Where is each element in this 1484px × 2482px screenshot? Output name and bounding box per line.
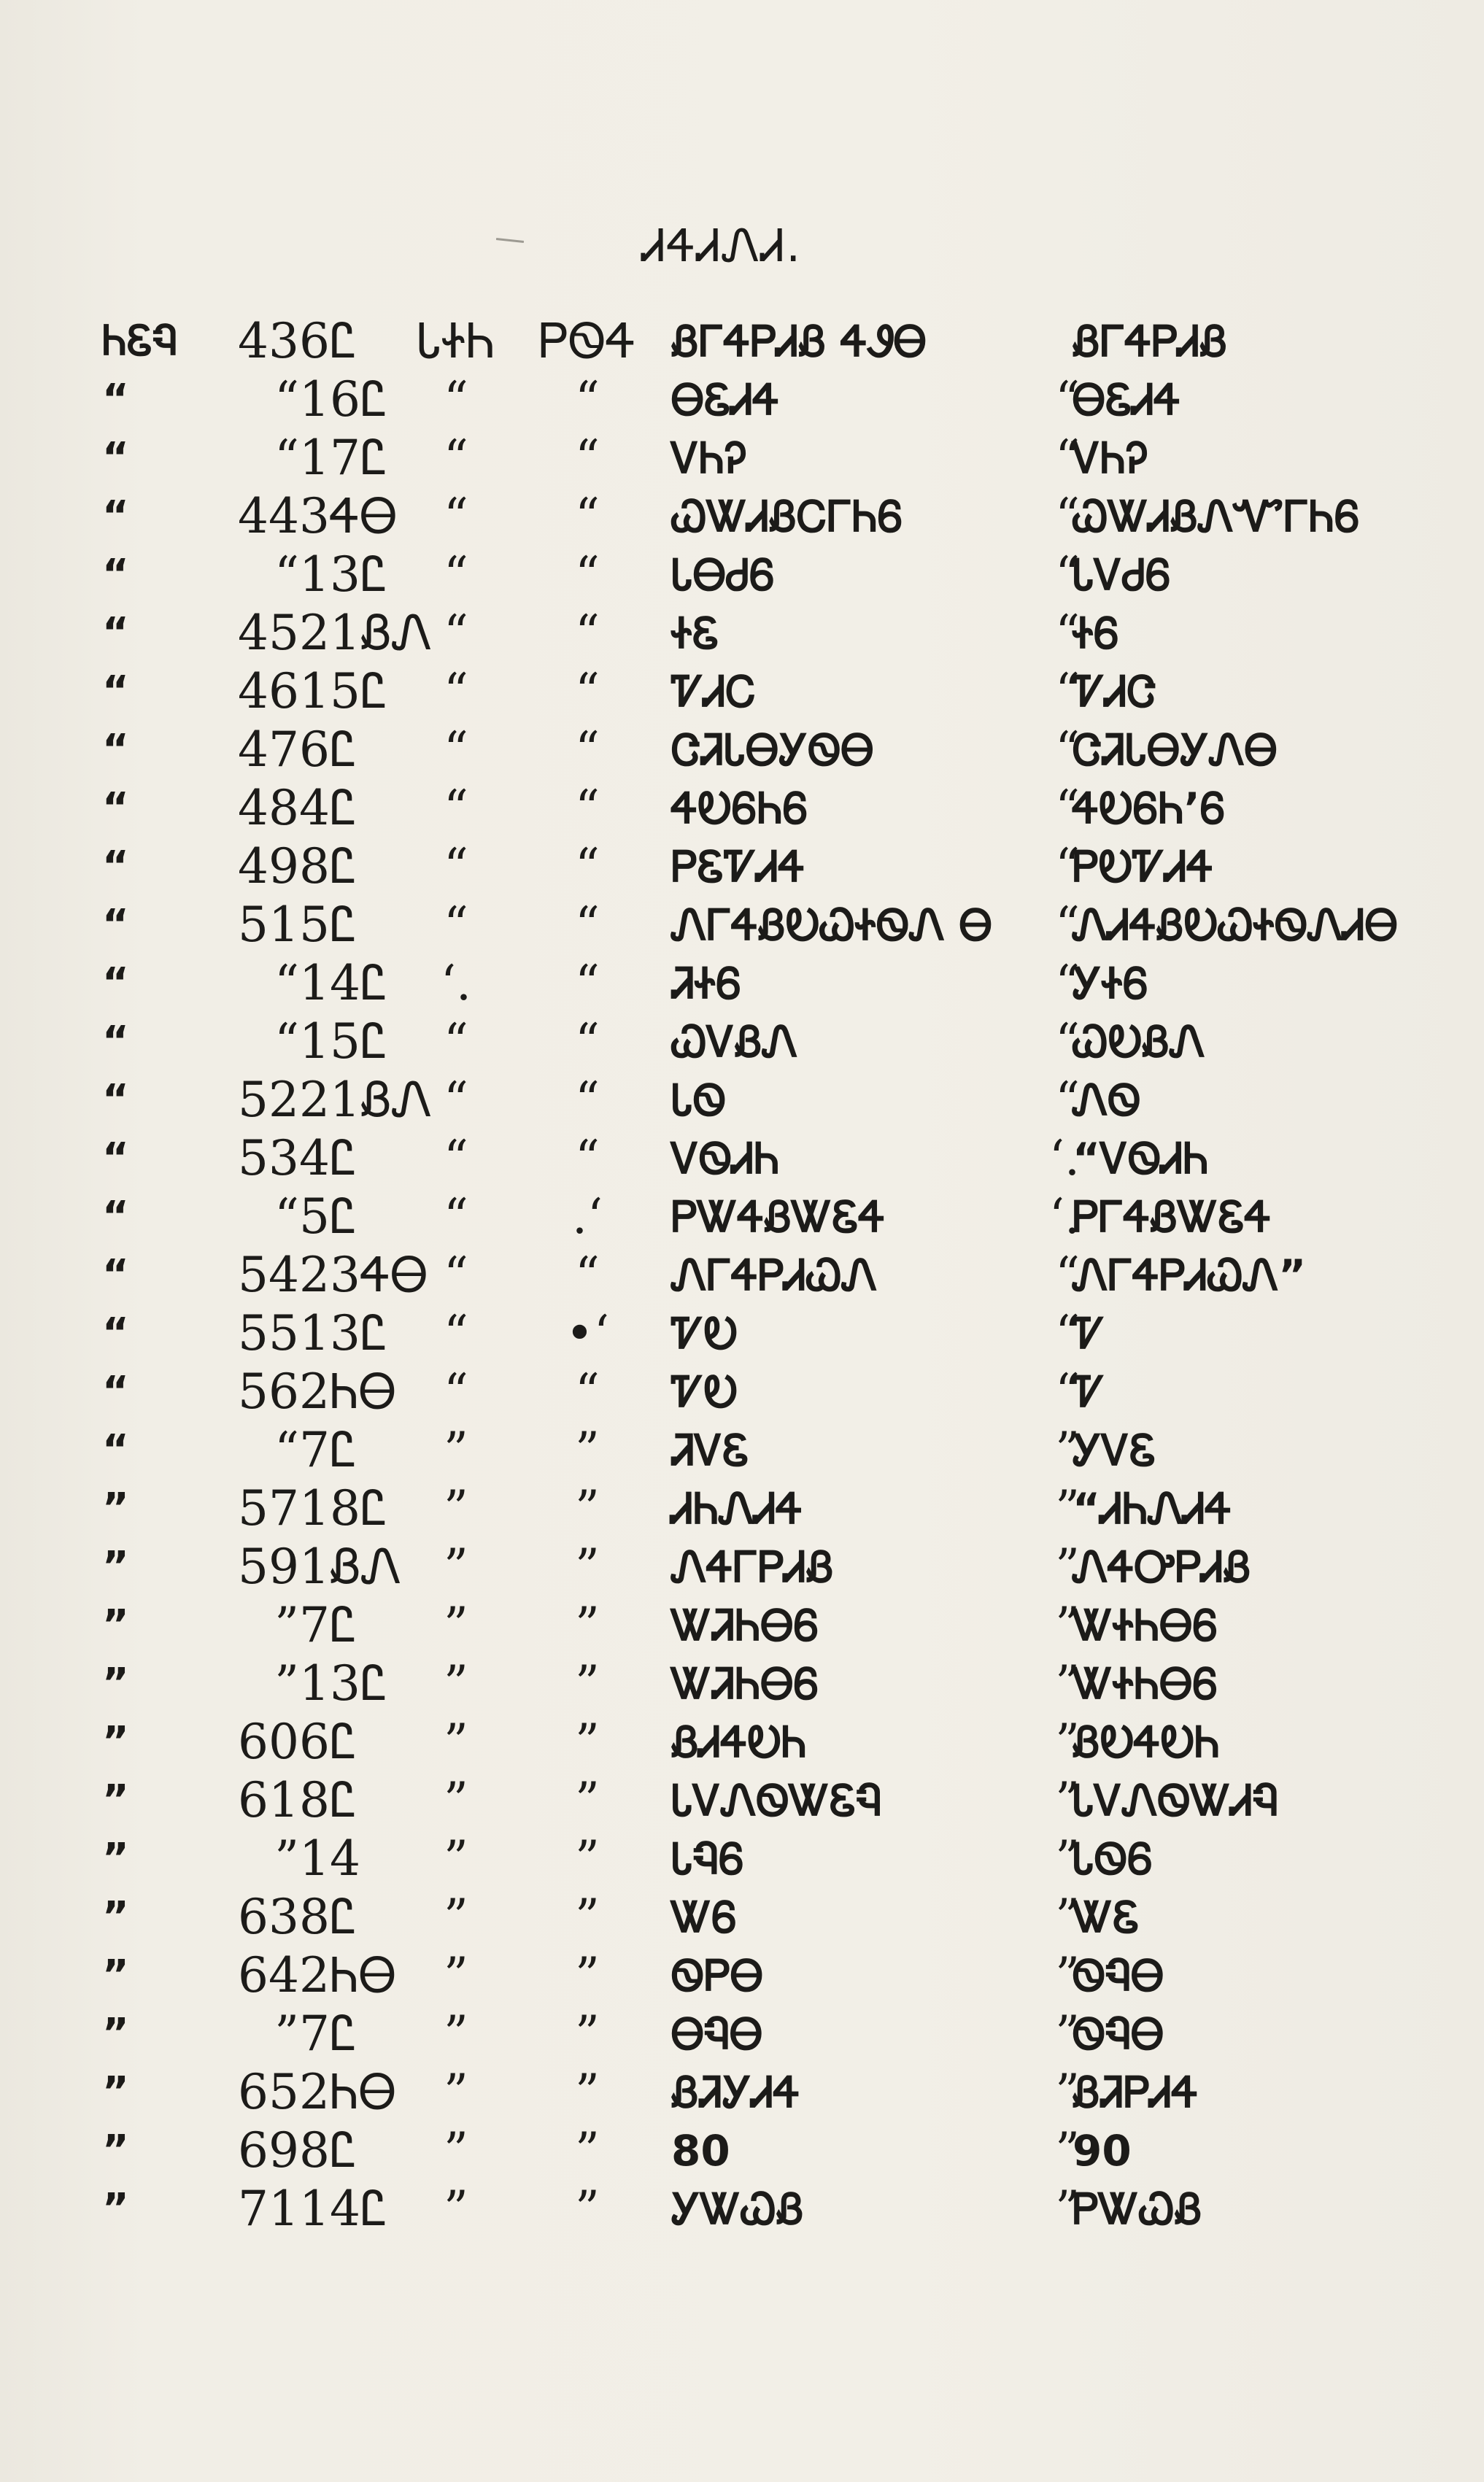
errata-reference: “ xyxy=(102,1368,129,1415)
errata-ditto-mark: “ xyxy=(444,371,468,428)
errata-row xyxy=(95,1830,1394,1888)
errata-ditto-mark: ” xyxy=(1055,1772,1080,1828)
errata-row xyxy=(95,1188,1394,1246)
errata-reference: ” xyxy=(102,1777,129,1824)
errata-ditto-mark: “ xyxy=(444,1364,468,1420)
errata-page-number: 49 xyxy=(238,838,299,894)
errata-correction-text: ᏔᏋ xyxy=(1073,1893,1140,1942)
errata-correction-text: ᏁᏫ xyxy=(1073,1075,1141,1125)
errata-page-number: 65 xyxy=(238,2064,299,2120)
errata-row xyxy=(95,1013,1394,1071)
errata-reference: ” xyxy=(102,1543,129,1590)
errata-ditto-mark: “ xyxy=(575,1247,600,1303)
errata-wrong-text: ᏇᏔᏗᏰᏟᎱᏂᏮ xyxy=(671,492,903,541)
errata-row xyxy=(95,546,1394,604)
errata-row xyxy=(95,1888,1394,1946)
errata-reference: ” xyxy=(102,1893,129,1941)
errata-wrong-text: ᏁᎱᏎᏢᏗᏇᏁ xyxy=(671,1250,878,1300)
errata-wrong-text: ᏁᎱᏎᏰᎧᏇᏐᏫᏁ Ꮎ xyxy=(671,900,993,950)
errata-wrong-text: ᎾᏋᏗᏎ xyxy=(671,375,780,425)
errata-wrong-text: ᏙᏂᎮ xyxy=(671,433,746,483)
errata-row xyxy=(95,1129,1394,1188)
errata-ditto-mark: “ xyxy=(575,722,600,778)
page-heading: ᏗᏎᏗᏁᏗ. xyxy=(642,219,803,272)
errata-line-number: 13Ꮭ xyxy=(299,1305,388,1361)
errata-reference: ᏂᏋᏄ xyxy=(102,317,178,365)
errata-correction-text: ᏓᏙᏧᏮ xyxy=(1073,550,1172,600)
errata-correction-text: ᏰᏘᏢᏗᏎ xyxy=(1073,2068,1199,2117)
errata-ditto-mark: “ xyxy=(1055,663,1080,719)
errata-correction-text: Ꮴ xyxy=(1073,1309,1105,1358)
errata-line-number: 3ᏎᎾ xyxy=(299,488,398,544)
errata-row xyxy=(95,371,1394,429)
errata-ditto-mark: ‘. xyxy=(1049,1130,1080,1186)
errata-wrong-text: ᏢᏔᏎᏰᏔᏋᏎ xyxy=(671,1192,886,1242)
errata-correction-text: ᏎᎧᏮᏂ’Ꮾ xyxy=(1073,784,1226,833)
errata-ditto-mark: “ xyxy=(444,605,468,661)
errata-correction-text: ᏔᏐᏂᎾᏮ xyxy=(1073,1601,1218,1650)
errata-ditto-mark: ‘. xyxy=(441,955,471,1011)
errata-page-number: 64 xyxy=(238,1947,299,2003)
errata-line-number: 13Ꮭ xyxy=(299,1655,388,1712)
errata-line-number: 16Ꮭ xyxy=(299,371,388,428)
errata-reference: “ xyxy=(102,376,129,423)
errata-reference: ” xyxy=(102,1952,129,1999)
errata-ditto-mark: ” xyxy=(1055,1830,1080,1887)
errata-wrong-text: ᏔᏮ xyxy=(671,1893,738,1942)
errata-ditto-mark: “ xyxy=(444,488,468,544)
errata-ditto-mark: “ xyxy=(1055,897,1080,953)
errata-row xyxy=(95,2180,1394,2238)
errata-correction-text: ᏔᏐᏂᎾᏮ xyxy=(1073,1659,1218,1709)
errata-line-number: 15Ꮭ xyxy=(299,663,388,719)
errata-ditto-mark: ” xyxy=(575,1772,600,1828)
errata-line-number: 5Ꮭ xyxy=(299,1188,358,1245)
errata-line-number: 6Ꮭ xyxy=(299,722,358,778)
errata-line-number: 14 xyxy=(299,1830,360,1887)
errata-page-number: ” xyxy=(274,2006,299,2062)
errata-ditto-mark: “ xyxy=(1055,1013,1080,1070)
errata-wrong-text: ᏙᏫᏗᏂ xyxy=(671,1134,780,1183)
errata-ditto-mark: ” xyxy=(444,1480,468,1536)
errata-wrong-text: ᏢᏋᏤᏗᏎ xyxy=(671,842,805,892)
errata-ditto-mark: ” xyxy=(444,2064,468,2120)
errata-ditto-mark: “ xyxy=(575,546,600,603)
errata-ditto-mark: “ xyxy=(1055,955,1080,1011)
errata-page-number: 56 xyxy=(238,1364,299,1420)
errata-row xyxy=(95,1071,1394,1129)
errata-ditto-mark: ” xyxy=(1055,2006,1080,2062)
errata-page-number: 60 xyxy=(238,1714,299,1770)
errata-ditto-mark: “ xyxy=(575,430,600,486)
errata-page-number: 71 xyxy=(238,2181,299,2237)
errata-ditto-mark: ‘. xyxy=(1049,1188,1080,1245)
errata-row xyxy=(95,1771,1394,1830)
errata-correction-text: Ꮴ xyxy=(1073,1367,1105,1417)
errata-ditto-mark: “ xyxy=(1055,546,1080,603)
errata-ditto-mark: ” xyxy=(444,1714,468,1770)
errata-reference: ” xyxy=(102,1718,129,1766)
errata-ditto-mark: “ xyxy=(575,897,600,953)
errata-ditto-mark: “ xyxy=(575,1364,600,1420)
errata-row xyxy=(95,1363,1394,1421)
errata-ditto-mark: ” xyxy=(575,1480,600,1536)
errata-line-number: 6Ꮭ xyxy=(299,313,358,369)
errata-correction-text: ᏐᏮ xyxy=(1073,608,1120,658)
errata-correction-text: ᏰᎧᏎᎧᏂ xyxy=(1073,1717,1221,1767)
errata-page-number: 46 xyxy=(238,663,299,719)
errata-line-number: 4Ꮭ xyxy=(299,780,358,836)
errata-reference: “ xyxy=(102,726,129,773)
errata-ditto-mark: ” xyxy=(444,2122,468,2178)
errata-page-number: 55 xyxy=(238,1305,299,1361)
errata-line-number: 14Ꮭ xyxy=(299,2181,388,2237)
errata-row xyxy=(95,1421,1394,1480)
errata-row xyxy=(95,429,1394,487)
errata-ditto-mark: ” xyxy=(444,1772,468,1828)
errata-ditto-mark: “ xyxy=(1055,605,1080,661)
errata-ditto-mark: ” xyxy=(575,1539,600,1595)
errata-correction-text: ᏙᏂᎮ xyxy=(1073,433,1148,483)
errata-wrong-text: ᏫᏢᎾ xyxy=(671,1951,764,2000)
errata-page-number: 48 xyxy=(238,780,299,836)
errata-line-number: 2ᏂᎾ xyxy=(299,1947,397,2003)
errata-reference: ” xyxy=(102,1601,129,1649)
errata-line-number: 8Ꮭ xyxy=(299,2122,358,2178)
errata-correction-text: ᏤᏗᏣ xyxy=(1073,667,1156,716)
errata-line-number: 17Ꮭ xyxy=(299,430,388,486)
errata-wrong-text: ᏘᏐᏮ xyxy=(671,959,742,1008)
errata-ditto-mark: “ xyxy=(444,1130,468,1186)
errata-row xyxy=(95,487,1394,546)
errata-reference: “ xyxy=(102,1426,129,1474)
errata-wrong-text: ᏓᎾᏧᏮ xyxy=(671,550,776,600)
errata-ditto-mark: ” xyxy=(1055,1539,1080,1595)
errata-page-number: “ xyxy=(274,1013,299,1070)
errata-ditto-mark: ” xyxy=(575,1947,600,2003)
errata-correction-text: ᏁᏎᎤᏢᏗᏰ xyxy=(1073,1542,1251,1592)
errata-page-number: 51 xyxy=(238,897,299,953)
errata-ditto-mark: ” xyxy=(575,1830,600,1887)
errata-line-number: 7Ꮭ xyxy=(299,2006,358,2062)
errata-correction-text: ᏰᎱᏎᏢᏗᏰ xyxy=(1073,317,1228,366)
errata-line-number: 23ᏎᎾ xyxy=(299,1247,428,1303)
errata-ditto-mark: .‘ xyxy=(572,1188,603,1245)
errata-reference: ” xyxy=(102,2068,129,2116)
errata-ditto-mark: ” xyxy=(575,1655,600,1712)
errata-page-number: 69 xyxy=(238,2122,299,2178)
errata-row xyxy=(95,312,1394,371)
errata-ditto-mark: “ xyxy=(1055,722,1080,778)
errata-row xyxy=(95,779,1394,838)
errata-wrong-text: ᏓᏫ xyxy=(671,1075,727,1125)
errata-correction-text: ᎩᏙᏋ xyxy=(1073,1426,1156,1475)
errata-row xyxy=(95,721,1394,779)
errata-reference: “ xyxy=(102,1134,129,1182)
errata-reference: ” xyxy=(102,2185,129,2232)
errata-wrong-text: 80 xyxy=(671,2126,730,2176)
errata-page-number: “ xyxy=(274,955,299,1011)
errata-ditto-mark: ” xyxy=(1055,1947,1080,2003)
errata-wrong-text: ᎾᏄᎾ xyxy=(671,2009,763,2059)
errata-line-number: 14Ꮭ xyxy=(299,955,388,1011)
errata-ditto-mark: “ xyxy=(575,663,600,719)
errata-line-number: 8Ꮭ xyxy=(299,1772,358,1828)
errata-correction-text: ᏫᏄᎾ xyxy=(1073,2009,1164,2059)
errata-correction-text: ᏁᏗᏎᏰᎧᏇᏐᏫᏁᏗᎾ xyxy=(1073,900,1399,950)
errata-ditto-mark: ” xyxy=(1055,1422,1080,1478)
errata-correction-text: ᏇᏔᏗᏰᏁᏉᎱᏂᏮ xyxy=(1073,492,1360,541)
errata-correction-text: ᏢᎱᏎᏰᏔᏋᏎ xyxy=(1073,1192,1272,1242)
errata-ditto-mark: “ xyxy=(444,430,468,486)
errata-correction-text: ᏁᎱᏎᏢᏗᏇᏁ” xyxy=(1073,1250,1307,1300)
errata-ditto-mark: ” xyxy=(444,1655,468,1712)
errata-line-number: 8Ꮭ xyxy=(299,838,358,894)
errata-row xyxy=(95,2122,1394,2180)
errata-correction-text: ᏢᎧᏤᏗᏎ xyxy=(1073,842,1214,892)
errata-page-number: 43 xyxy=(238,313,299,369)
errata-ditto-mark: “ xyxy=(444,838,468,894)
errata-line-number: 5Ꮭ xyxy=(299,897,358,953)
errata-ditto-mark: ” xyxy=(444,1830,468,1887)
errata-ditto-mark: ” xyxy=(575,1422,600,1478)
errata-page-number: 54 xyxy=(238,1247,299,1303)
errata-page-number: “ xyxy=(274,1422,299,1478)
errata-ditto-mark: “ xyxy=(1055,838,1080,894)
errata-reference: “ xyxy=(102,551,129,598)
errata-page-number: “ xyxy=(274,371,299,428)
errata-reference: “ xyxy=(102,959,129,1007)
errata-line-number: 18Ꮭ xyxy=(299,1480,388,1536)
errata-ditto-mark: ” xyxy=(444,2181,468,2237)
errata-wrong-text: ᏣᏘᏓᎾᎩᏫᎾ xyxy=(671,725,874,775)
errata-reference: “ xyxy=(102,1076,129,1124)
errata-row xyxy=(95,1246,1394,1304)
errata-ditto-mark: “ xyxy=(444,722,468,778)
errata-page-number: 52 xyxy=(238,1072,299,1128)
errata-row xyxy=(95,1304,1394,1363)
errata-row xyxy=(95,1596,1394,1655)
errata-reference: “ xyxy=(102,843,129,890)
errata-ditto-mark: ” xyxy=(1055,1597,1080,1653)
errata-ditto-mark: ” xyxy=(1055,2122,1080,2178)
errata-ditto-mark: “ xyxy=(1055,1364,1080,1420)
errata-correction-text: “ᏙᏫᏗᏂ xyxy=(1073,1134,1209,1183)
errata-correction-text: 90 xyxy=(1073,2126,1132,2176)
errata-ditto-mark: ” xyxy=(444,1597,468,1653)
errata-wrong-text: ᏇᏙᏰᏁ xyxy=(671,1017,798,1067)
errata-ditto-mark: ᏢᏫᏎ xyxy=(538,313,636,369)
errata-page-number: 45 xyxy=(238,605,299,661)
errata-ditto-mark: ” xyxy=(444,1947,468,2003)
errata-wrong-text: ᏰᏘᎩᏗᏎ xyxy=(671,2068,800,2117)
errata-wrong-text: ᏤᎧ xyxy=(671,1309,738,1358)
errata-ditto-mark: “ xyxy=(575,955,600,1011)
errata-list xyxy=(95,312,1399,2238)
errata-row xyxy=(95,896,1399,954)
errata-correction-text: ᏓᏙᏁᏫᏔᏗᏄ xyxy=(1073,1776,1279,1825)
errata-wrong-text: ᏗᏂᏁᏗᏎ xyxy=(671,1484,803,1534)
errata-page-number: “ xyxy=(274,1188,299,1245)
errata-correction-text: ᏫᏄᎾ xyxy=(1073,1951,1164,2000)
errata-line-number: 21ᏰᏁ xyxy=(299,1072,433,1128)
errata-ditto-mark: “ xyxy=(1055,1072,1080,1128)
errata-line-number: 2ᏂᎾ xyxy=(299,1364,397,1420)
errata-wrong-text: ᏔᏘᏂᎾᏮ xyxy=(671,1601,819,1650)
errata-line-number: 4Ꮭ xyxy=(299,1130,358,1186)
page-mark xyxy=(496,238,524,243)
errata-reference: “ xyxy=(102,1193,129,1240)
errata-reference: “ xyxy=(102,668,129,715)
errata-page-number: ” xyxy=(274,1655,299,1712)
errata-wrong-text: ᏎᎧᏮᏂᏮ xyxy=(671,784,808,833)
errata-wrong-text: ᏓᏙᏁᏫᏔᏋᏄ xyxy=(671,1776,882,1825)
errata-ditto-mark: ” xyxy=(444,1889,468,1945)
errata-ditto-mark: ” xyxy=(1055,1480,1080,1536)
errata-ditto-mark: “ xyxy=(575,838,600,894)
errata-ditto-mark: “ xyxy=(1055,780,1080,836)
errata-ditto-mark: “ xyxy=(1055,488,1080,544)
errata-correction-text: ᎾᏋᏗᏎ xyxy=(1073,375,1181,425)
errata-reference: “ xyxy=(102,492,129,540)
errata-wrong-text: ᏐᏋ xyxy=(671,608,719,658)
errata-ditto-mark: ” xyxy=(444,2006,468,2062)
errata-ditto-mark: “ xyxy=(575,1130,600,1186)
errata-line-number: 21ᏰᏁ xyxy=(299,605,433,661)
errata-correction-text: ᏓᏫᏮ xyxy=(1073,1834,1153,1884)
errata-ditto-mark: ” xyxy=(1055,2064,1080,2120)
errata-row xyxy=(95,662,1394,721)
errata-correction-text: ᏣᏘᏓᎾᎩᏁᎾ xyxy=(1073,725,1278,775)
errata-line-number: 15Ꮭ xyxy=(299,1013,388,1070)
errata-correction-text: “ᏗᏂᏁᏗᏎ xyxy=(1073,1484,1232,1534)
errata-reference: “ xyxy=(102,1310,129,1357)
errata-line-number: 6Ꮭ xyxy=(299,1714,358,1770)
errata-ditto-mark: ” xyxy=(575,2064,600,2120)
errata-reference: “ xyxy=(102,1018,129,1065)
errata-correction-text: ᏇᎧᏰᏁ xyxy=(1073,1017,1205,1067)
errata-ditto-mark: ” xyxy=(575,2006,600,2062)
errata-page-number: 61 xyxy=(238,1772,299,1828)
errata-page-number: 53 xyxy=(238,1130,299,1186)
errata-ditto-mark: “ xyxy=(1055,430,1080,486)
errata-line-number: 8Ꮭ xyxy=(299,1889,358,1945)
errata-reference: “ xyxy=(102,901,129,948)
errata-ditto-mark: ” xyxy=(575,2181,600,2237)
errata-ditto-mark: “ xyxy=(575,780,600,836)
errata-line-number: 7Ꮭ xyxy=(299,1597,358,1653)
errata-row xyxy=(95,954,1394,1013)
errata-page-number: 59 xyxy=(238,1539,299,1595)
errata-ditto-mark: “ xyxy=(444,546,468,603)
errata-reference: ” xyxy=(102,2127,129,2174)
errata-wrong-text: ᏘᏙᏋ xyxy=(671,1426,749,1475)
errata-ditto-mark: “ xyxy=(444,1247,468,1303)
errata-wrong-text: ᏰᏗᏎᎧᏂ xyxy=(671,1717,807,1767)
errata-row xyxy=(95,1713,1394,1771)
errata-ditto-mark: ” xyxy=(1055,1714,1080,1770)
errata-page-number: “ xyxy=(274,546,299,603)
errata-line-number: 13Ꮭ xyxy=(299,546,388,603)
errata-ditto-mark: “ xyxy=(444,1013,468,1070)
errata-ditto-mark: “ xyxy=(1055,1247,1080,1303)
errata-page-number: 47 xyxy=(238,722,299,778)
errata-row xyxy=(95,1538,1394,1596)
errata-correction-text: ᎩᏐᏮ xyxy=(1073,959,1149,1008)
errata-ditto-mark: “ xyxy=(1055,371,1080,428)
errata-wrong-text: ᏔᏘᏂᎾᏮ xyxy=(671,1659,819,1709)
errata-reference: “ xyxy=(102,784,129,832)
errata-page-number: ” xyxy=(274,1830,299,1887)
errata-wrong-text: ᏰᎱᏎᏢᏗᏰ ᏎᏭᎾ xyxy=(671,317,927,366)
errata-page-number: “ xyxy=(274,430,299,486)
errata-line-number: 1ᏰᏁ xyxy=(299,1539,402,1595)
errata-ditto-mark: “ xyxy=(575,1072,600,1128)
errata-ditto-mark: “ xyxy=(444,780,468,836)
errata-row xyxy=(95,2063,1394,2122)
errata-reference: “ xyxy=(102,1251,129,1299)
errata-row xyxy=(95,604,1394,662)
errata-ditto-mark: ” xyxy=(444,1422,468,1478)
errata-page-number: 44 xyxy=(238,488,299,544)
errata-reference: ” xyxy=(102,2010,129,2057)
errata-correction-text: ᏢᏔᏇᏰ xyxy=(1073,2184,1202,2234)
errata-wrong-text: ᏁᏎᎱᏢᏗᏰ xyxy=(671,1542,834,1592)
errata-wrong-text: ᏤᎧ xyxy=(671,1367,738,1417)
errata-reference: ” xyxy=(102,1485,129,1532)
errata-reference: “ xyxy=(102,434,129,482)
errata-page-number: ” xyxy=(274,1597,299,1653)
errata-wrong-text: ᏓᏄᏮ xyxy=(671,1834,745,1884)
errata-ditto-mark: “ xyxy=(444,1188,468,1245)
errata-wrong-text: ᏤᏗᏟ xyxy=(671,667,757,716)
errata-reference: ” xyxy=(102,1660,129,1707)
errata-row xyxy=(95,1946,1394,2005)
errata-ditto-mark: “ xyxy=(444,897,468,953)
errata-wrong-text: ᎩᏔᏇᏰ xyxy=(671,2184,804,2234)
errata-ditto-mark: ” xyxy=(1055,1889,1080,1945)
errata-row xyxy=(95,2005,1394,2063)
errata-ditto-mark: •‘ xyxy=(565,1305,609,1361)
errata-ditto-mark: “ xyxy=(444,1305,468,1361)
errata-ditto-mark: ” xyxy=(1055,2181,1080,2237)
errata-ditto-mark: ᏓᏐᏂ xyxy=(417,313,495,369)
errata-page-number: 57 xyxy=(238,1480,299,1536)
errata-row xyxy=(95,1480,1394,1538)
errata-line-number: 2ᏂᎾ xyxy=(299,2064,397,2120)
errata-ditto-mark: “ xyxy=(575,1013,600,1070)
errata-ditto-mark: “ xyxy=(444,1072,468,1128)
errata-ditto-mark: “ xyxy=(575,605,600,661)
errata-line-number: 7Ꮭ xyxy=(299,1422,358,1478)
errata-page-number: 63 xyxy=(238,1889,299,1945)
errata-ditto-mark: “ xyxy=(575,371,600,428)
errata-ditto-mark: ” xyxy=(575,1889,600,1945)
errata-ditto-mark: “ xyxy=(575,488,600,544)
errata-ditto-mark: ” xyxy=(575,1714,600,1770)
errata-ditto-mark: ” xyxy=(575,2122,600,2178)
errata-reference: “ xyxy=(102,609,129,657)
errata-ditto-mark: ” xyxy=(1055,1655,1080,1712)
errata-ditto-mark: “ xyxy=(444,663,468,719)
errata-row xyxy=(95,838,1394,896)
errata-ditto-mark: ” xyxy=(575,1597,600,1653)
errata-ditto-mark: ” xyxy=(444,1539,468,1595)
errata-row xyxy=(95,1655,1394,1713)
errata-ditto-mark: “ xyxy=(1055,1305,1080,1361)
errata-reference: ” xyxy=(102,1835,129,1882)
